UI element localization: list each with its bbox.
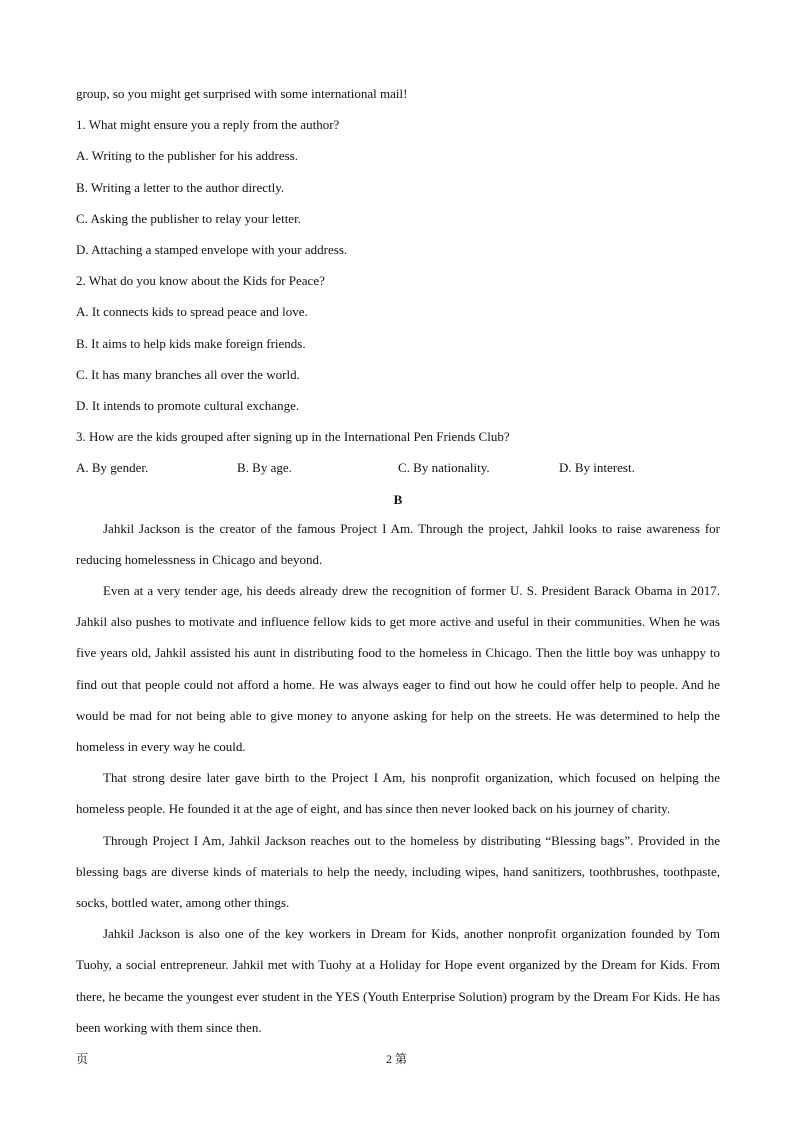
option-b: B. It aims to help kids make foreign friends.	[76, 335, 306, 351]
passage-paragraph-2: Even at a very tender age, his deeds already drew the recognition of former U. S. President Barack Obama in 2017. Jahkil also pushes to motivate and influence fellow kids to get more active and useful in their communities. When he was five years old, Jahkil assisted his aunt in distributing food to the homeless in Chicago. Then the little boy was unhappy to find out that people could not afford a home. He was always eager to find out how he could offer help to people. And he would be mad for not being able to give money to anyone asking for help on the streets. He was determined to help the homeless in every way he could.	[76, 583, 720, 755]
option-b: B. Writing a letter to the author directly.	[76, 179, 285, 195]
section-heading: B	[393, 491, 403, 507]
question-3	[76, 421, 720, 483]
option-a: A. Writing to the publisher for his address.	[76, 148, 299, 164]
option-a: A. By gender.	[76, 460, 149, 476]
option-d: D. It intends to promote cultural exchange.	[76, 398, 300, 414]
option-d: D. Attaching a stamped envelope with your address.	[76, 242, 348, 258]
question-1	[76, 109, 720, 265]
question-stem: 1. What might ensure you a reply from the author?	[76, 117, 340, 133]
passage-paragraph-3: That strong desire later gave birth to the Project I Am, his nonprofit organization, which focused on helping the homeless people. He founded it at the age of eight, and has since then never looked back on his journey of charity.	[76, 770, 720, 817]
option-c: C. By nationality.	[398, 460, 490, 476]
options-row	[76, 452, 720, 483]
option-a: A. It connects kids to spread peace and love.	[76, 304, 308, 320]
question-2	[76, 265, 720, 421]
passage-paragraph-1: Jahkil Jackson is the creator of the famous Project I Am. Through the project, Jahkil looks to raise awareness for reducing homelessness in Chicago and beyond.	[76, 520, 720, 567]
passage-paragraph-5: Jahkil Jackson is also one of the key workers in Dream for Kids, another nonprofit organization founded by Tom Tuohy, a social entrepreneur. Jahkil met with Tuohy at a Holiday for Hope event organized by the Dream for Kids. From there, he became the youngest ever student in the YES (Youth Enterprise Solution) program by the Dream For Kids. He has been working with them since then.	[76, 926, 720, 1035]
document-page	[76, 78, 720, 1043]
option-d: D. By interest.	[559, 460, 635, 476]
option-c: C. Asking the publisher to relay your letter.	[76, 210, 301, 226]
passage-paragraph-4: Through Project I Am, Jahkil Jackson reaches out to the homeless by distributing “Blessing bags”. Provided in the blessing bags are diverse kinds of materials to help the needy, including wipes, hand sanitizers, toothbrushes, toothpaste, socks, bottled water, among other things.	[76, 832, 720, 911]
option-c: C. It has many branches all over the world.	[76, 366, 300, 382]
intro-tail: group, so you might get surprised with some international mail!	[76, 86, 408, 101]
footer-left: 页	[76, 1052, 89, 1066]
page-number: 2 第	[386, 1052, 408, 1066]
question-stem: 2. What do you know about the Kids for Peace?	[76, 273, 325, 289]
question-stem: 3. How are the kids grouped after signing up in the International Pen Friends Club?	[76, 429, 510, 445]
option-b: B. By age.	[237, 460, 292, 476]
